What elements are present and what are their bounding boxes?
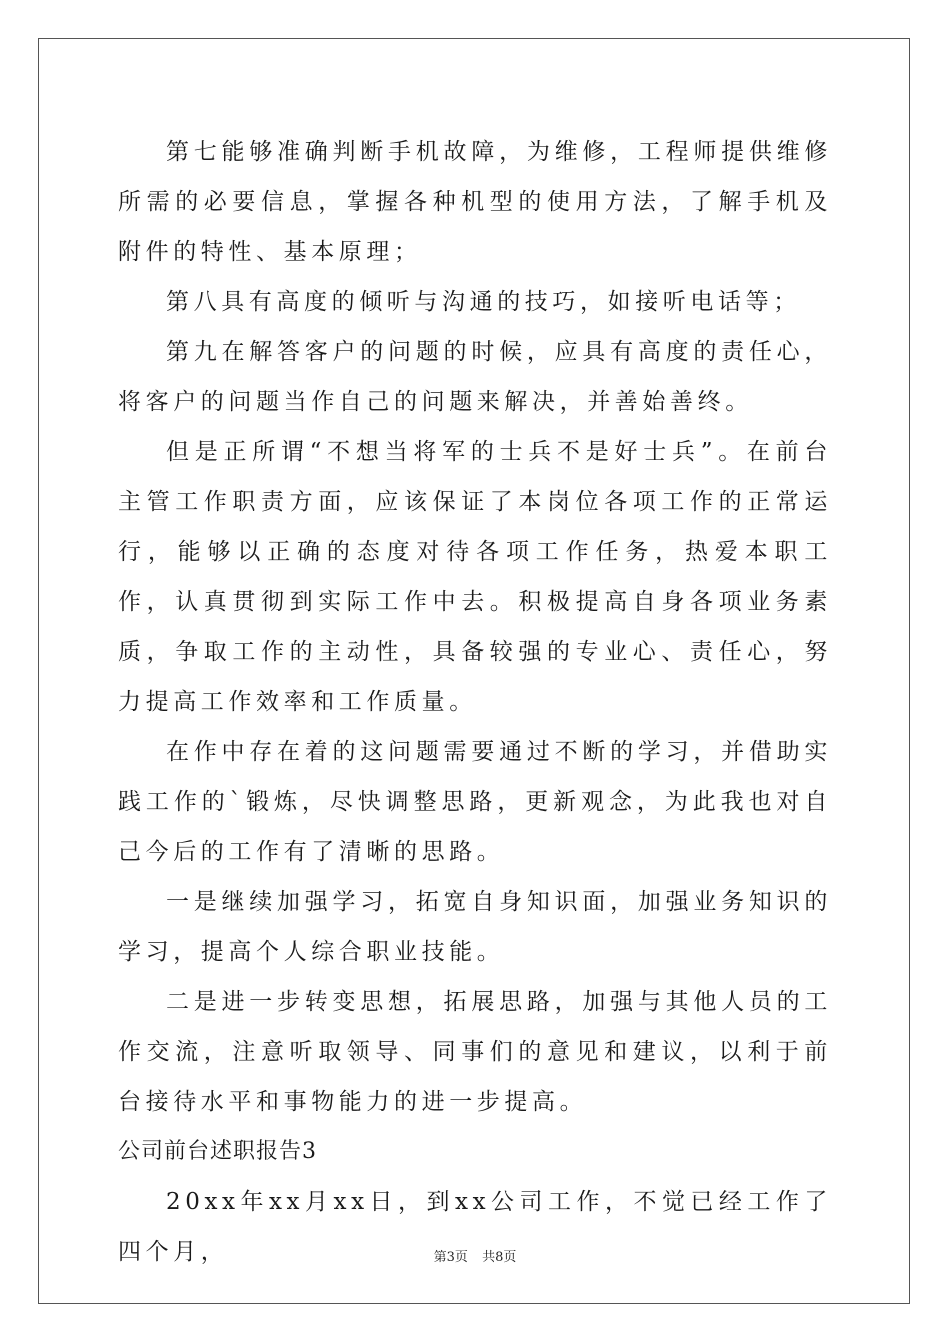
paragraph: 第九在解答客户的问题的时候，应具有高度的责任心，将客户的问题当作自己的问题来解决，并善始善终。	[118, 339, 832, 415]
page-footer	[0, 1246, 950, 1265]
paragraph: 第八具有高度的倾听与沟通的技巧，如接听电话等；	[166, 289, 801, 315]
paragraph: 一是继续加强学习，拓宽自身知识面，加强业务知识的学习，提高个人综合职业技能。	[118, 889, 832, 965]
paragraph: 第七能够准确判断手机故障，为维修，工程师提供维修所需的必要信息，掌握各种机型的使用方法，了解手机及附件的特性、基本原理；	[118, 139, 832, 265]
paragraph: 20xx年xx月xx日，到xx公司工作，不觉已经工作了四个月，	[118, 1189, 832, 1265]
paragraph: 二是进一步转变思想，拓展思路，加强与其他人员的工作交流，注意听取领导、同事们的意见和建议，以利于前台接待水平和事物能力的进一步提高。	[118, 989, 832, 1115]
paragraph: 在作中存在着的这问题需要通过不断的学习，并借助实践工作的`锻炼，尽快调整思路，更新观念，为此我也对自己今后的工作有了清晰的思路。	[118, 739, 832, 865]
section-title: 公司前台述职报告3	[118, 1139, 317, 1164]
paragraph: 但是正所谓“不想当将军的士兵不是好士兵”。在前台主管工作职责方面，应该保证了本岗位各项工作的正常运行，能够以正确的态度对待各项工作任务，热爱本职工作，认真贯彻到实际工作中去。积极提高自身各项业务素质，争取工作的主动性，具备较强的专业心、责任心，努力提高工作效率和工作质量。	[118, 439, 832, 715]
document-body	[118, 127, 832, 1277]
page-number: 第3页	[433, 1250, 468, 1265]
page-total: 共8页	[482, 1250, 517, 1265]
